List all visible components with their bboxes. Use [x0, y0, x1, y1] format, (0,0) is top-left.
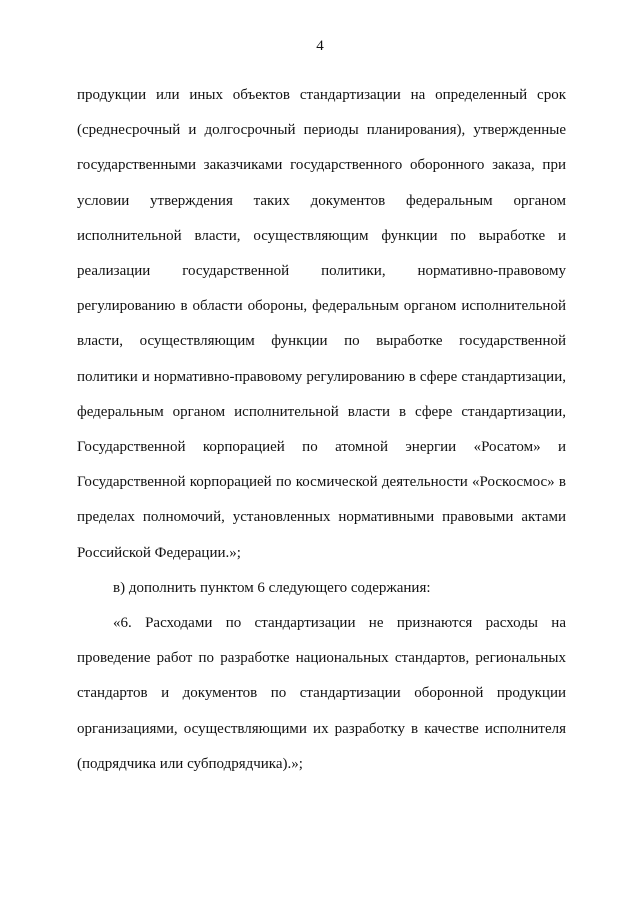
page-number: 4: [316, 38, 324, 54]
paragraph-continuation: продукции или иных объектов стандартизации на определенный срок (среднесрочный и долгосрочный периоды планирования), утвержденные государственными заказчиками государственного оборонного заказа, при условии утверждения таких документов федеральным органом исполнительной власти, осуществляющим функции по выработке и реализации государственной политики, нормативно-правовому регулированию в области обороны, федеральным органом исполнительной власти, осуществляющим функции по выработке государственной политики и нормативно-правовому регулированию в сфере стандартизации, федеральным органом исполнительной власти в сфере стандартизации, Государственной корпорацией по атомной энергии «Росатом» и Государственной корпорацией по космической деятельности «Роскосмос» в пределах полномочий, установленных нормативными правовыми актами Российской Федерации.»;: [77, 87, 566, 561]
document-body: [77, 78, 566, 782]
paragraph-subitem-v: в) дополнить пунктом 6 следующего содержания:: [113, 579, 431, 596]
paragraph-point-6: «6. Расходами по стандартизации не признаются расходы на проведение работ по разработке национальных стандартов, региональных стандартов и документов по стандартизации оборонной продукции организациями, осуществляющими их разработку в качестве исполнителя (подрядчика или субподрядчика).»;: [77, 615, 566, 772]
